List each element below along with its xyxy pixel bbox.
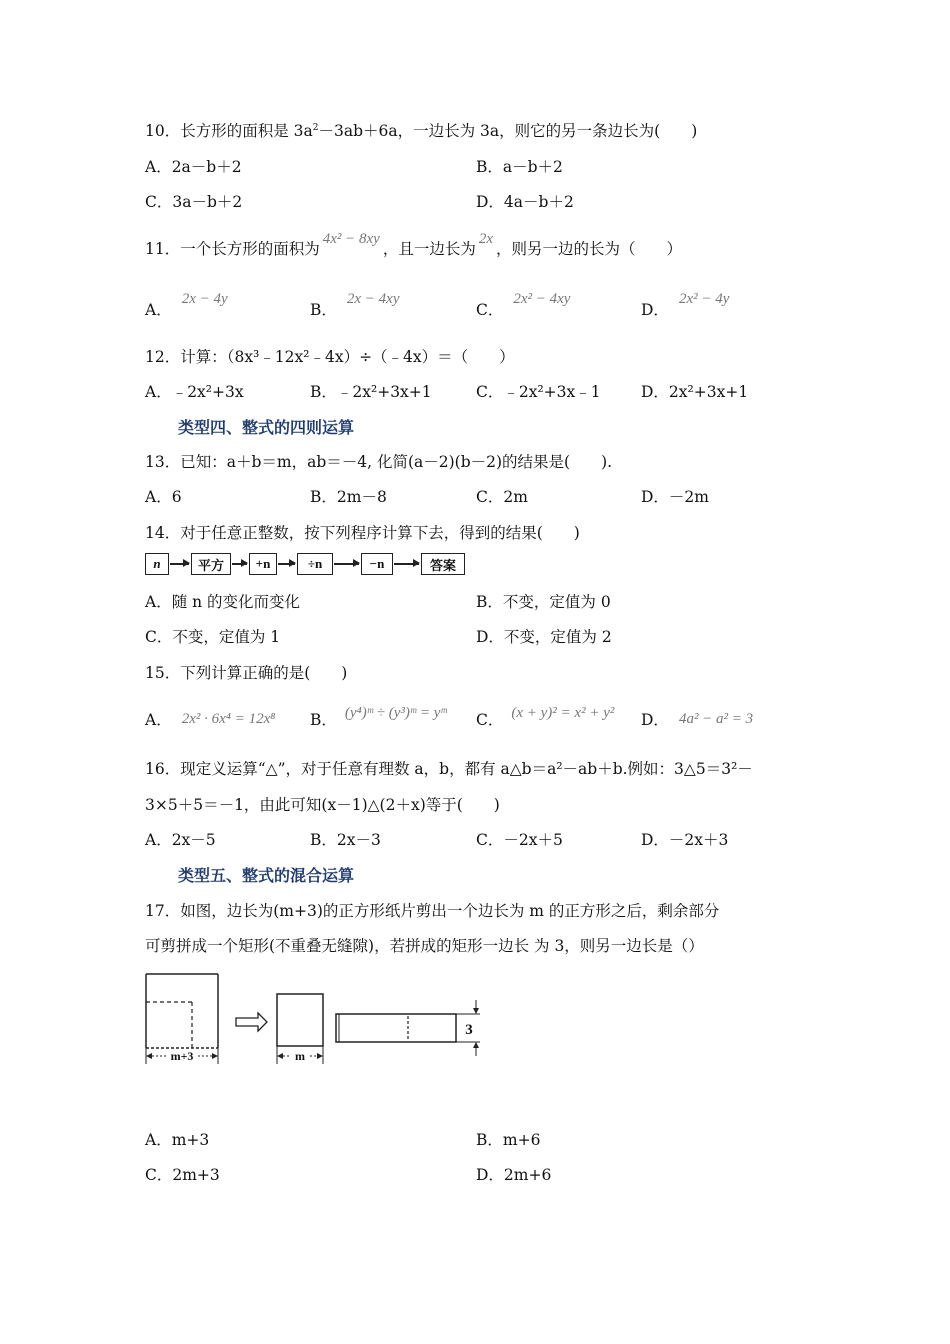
q16-stem-line1: 16．现定义运算“△”，对于任意有理数 a，b，都有 a△b＝a²－ab＋b.例如：3△5＝3²－ bbox=[145, 760, 753, 778]
q14-stem: 14．对于任意正整数，按下列程序计算下去，得到的结果( ) bbox=[145, 524, 580, 542]
q13-stem: 13．已知：a＋b＝m，ab＝－4, 化简(a－2)(b－2)的结果是( ). bbox=[145, 453, 613, 471]
q15-option-a[interactable]: A． 2x² · 6x⁴ = 12x⁸ bbox=[145, 711, 276, 729]
q17-option-c[interactable]: C．2m+3 bbox=[145, 1166, 220, 1184]
label-3: 3 bbox=[465, 1022, 473, 1038]
q12-stem: 12．计算：（8x³﹣12x²﹣4x）÷（﹣4x）＝（ ） bbox=[145, 348, 515, 366]
q17-stem-line1: 17．如图，边长为(m+3)的正方形纸片剪出一个边长为 m 的正方形之后，剩余部分 bbox=[145, 902, 720, 920]
q15-stem: 15．下列计算正确的是( ) bbox=[145, 664, 348, 682]
flow-box-plus-n: +n bbox=[249, 553, 277, 575]
q12-option-a[interactable]: A．﹣2x²+3x bbox=[145, 383, 244, 401]
q16-option-a[interactable]: A．2x－5 bbox=[145, 831, 216, 849]
q11-area-expr: 4x² − 8xy bbox=[322, 231, 380, 247]
q12-option-c[interactable]: C．﹣2x²+3x﹣1 bbox=[476, 383, 601, 401]
flow-arrow bbox=[394, 563, 419, 565]
q16-option-c[interactable]: C．－2x＋5 bbox=[476, 831, 563, 849]
flow-arrow bbox=[232, 563, 247, 565]
q11-option-a[interactable]: A．2x − 4y bbox=[145, 291, 228, 319]
q15-option-b[interactable]: B． (y⁴)ᵐ ÷ (y³)ᵐ = yᵐ bbox=[310, 705, 447, 729]
label-m: m bbox=[295, 1049, 305, 1063]
q17-option-d[interactable]: D．2m+6 bbox=[476, 1166, 552, 1184]
q13-option-d[interactable]: D．－2m bbox=[641, 488, 709, 506]
flow-box-n: n bbox=[145, 553, 169, 575]
q10-option-c[interactable]: C．3a－b＋2 bbox=[145, 193, 243, 211]
small-square bbox=[277, 994, 323, 1064]
q10-option-a[interactable]: A．2a－b＋2 bbox=[145, 158, 242, 176]
q10-stem: 10．长方形的面积是 $3a^2-3ab+6a$，一边长为 3a，则它的另一条边长为( ) bbox=[145, 122, 698, 140]
flow-arrow bbox=[334, 563, 359, 565]
q11-option-b[interactable]: B．2x − 4xy bbox=[310, 291, 400, 319]
q12-option-b[interactable]: B．﹣2x²+3x+1 bbox=[310, 383, 432, 401]
q13-option-c[interactable]: C．2m bbox=[476, 488, 528, 506]
flow-box-minus-n: −n bbox=[361, 553, 393, 575]
flow-box-divide-n: ÷n bbox=[297, 553, 333, 575]
q14-option-a[interactable]: A．随 n 的变化而变化 bbox=[145, 593, 301, 611]
q11-option-c[interactable]: C．2x² − 4xy bbox=[476, 291, 571, 319]
q11-option-d[interactable]: D．2x² − 4y bbox=[641, 291, 730, 319]
q11-stem: 11．一个长方形的面积为4x² − 8xy，且一边长为2x，则另一边的长为（ ） bbox=[145, 231, 683, 258]
flow-arrow bbox=[170, 563, 189, 565]
q16-option-d[interactable]: D．－2x＋3 bbox=[641, 831, 729, 849]
q13-option-a[interactable]: A．6 bbox=[145, 488, 182, 506]
flow-box-answer: 答案 bbox=[421, 553, 465, 575]
q13-option-b[interactable]: B．2m－8 bbox=[310, 488, 387, 506]
q10-option-d[interactable]: D．4a－b＋2 bbox=[476, 193, 574, 211]
q17-option-b[interactable]: B．m+6 bbox=[476, 1131, 541, 1149]
flow-arrow bbox=[278, 563, 295, 565]
result-rectangle bbox=[336, 1000, 480, 1056]
label-m-plus-3: m+3 bbox=[170, 1049, 194, 1063]
section-heading-type4: 类型四、整式的四则运算 bbox=[178, 418, 355, 437]
flow-box-square: 平方 bbox=[191, 553, 231, 575]
q14-option-c[interactable]: C．不变，定值为 1 bbox=[145, 628, 281, 646]
q17-figure bbox=[140, 968, 500, 1073]
q16-option-b[interactable]: B．2x－3 bbox=[310, 831, 381, 849]
transform-arrow-icon bbox=[236, 1013, 267, 1031]
section-heading-type5: 类型五、整式的混合运算 bbox=[178, 866, 355, 885]
q15-option-c[interactable]: C． (x + y)² = x² + y² bbox=[476, 705, 615, 729]
q16-stem-line2: 3×5＋5＝－1，由此可知(x－1)△(2＋x)等于( ) bbox=[145, 796, 500, 814]
q15-option-d[interactable]: D． 4a² − a² = 3 bbox=[641, 711, 754, 729]
big-square bbox=[146, 974, 218, 1064]
q11-side-expr: 2x bbox=[478, 231, 494, 247]
q10-option-b[interactable]: B．a－b＋2 bbox=[476, 158, 563, 176]
q14-option-b[interactable]: B．不变，定值为 0 bbox=[476, 593, 611, 611]
q12-option-d[interactable]: D．2x²+3x+1 bbox=[641, 383, 749, 401]
q17-stem-line2: 可剪拼成一个矩形(不重叠无缝隙)，若拼成的矩形一边长 为 3，则另一边长是（） bbox=[145, 937, 704, 955]
q14-option-d[interactable]: D．不变，定值为 2 bbox=[476, 628, 612, 646]
q17-option-a[interactable]: A．m+3 bbox=[145, 1131, 210, 1149]
